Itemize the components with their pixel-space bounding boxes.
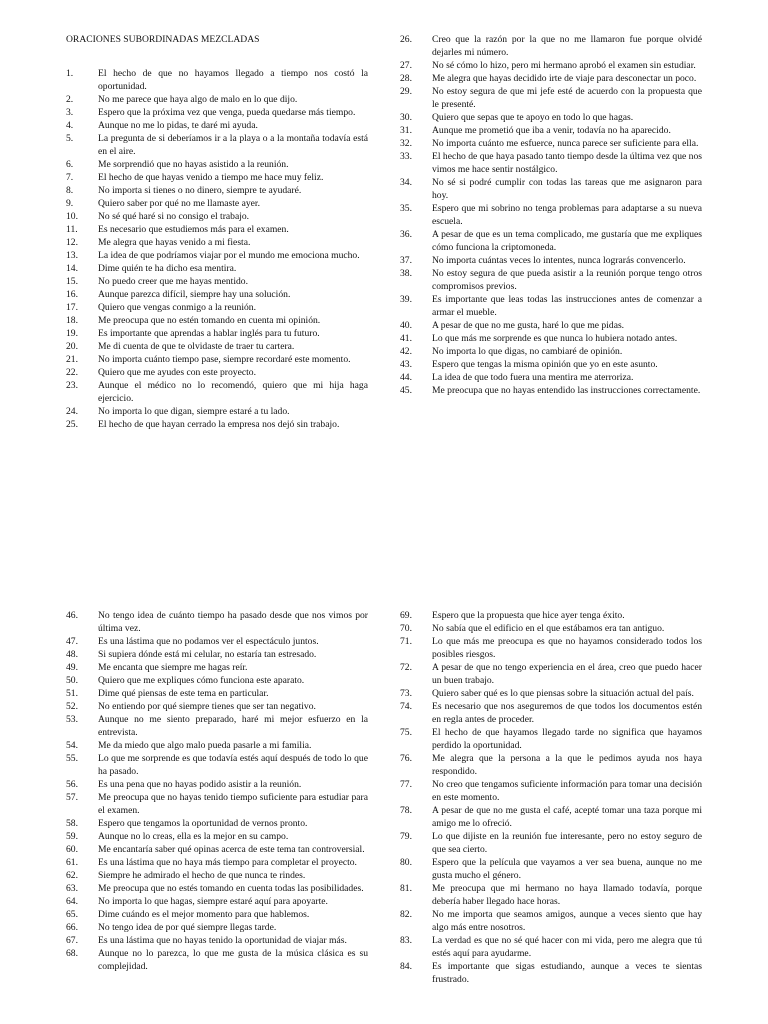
item-sentence: Aunque no me lo pidas, te daré mi ayuda.: [98, 120, 258, 131]
list-item: [66, 869, 368, 882]
list-item: [66, 778, 368, 791]
item-sentence: No sé si podré cumplir con todas las tareas que me asignaron para hoy.: [432, 177, 702, 201]
item-sentence: Quiero que me expliques cómo funciona este aparato.: [98, 675, 305, 686]
item-sentence: Me preocupa que no hayas entendido las instrucciones correctamente.: [432, 385, 701, 396]
item-number: 68.: [66, 948, 78, 959]
item-number: 79.: [400, 831, 412, 842]
list-item: [66, 132, 368, 158]
list-item: [66, 223, 368, 236]
list-item: [66, 895, 368, 908]
item-sentence: El hecho de que hayamos llegado tarde no significa que hayamos perdido la oportunidad.: [432, 727, 702, 751]
list-item: [400, 856, 702, 882]
item-sentence: Aunque no me siento preparado, haré mi mejor esfuerzo en la entrevista.: [98, 714, 368, 738]
item-number: 39.: [400, 294, 412, 305]
list-item: [66, 106, 368, 119]
item-sentence: A pesar de que es un tema complicado, me gustaría que me expliques cómo funciona la criptomoneda.: [432, 229, 702, 253]
item-number: 41.: [400, 333, 412, 344]
item-sentence: Es una lástima que no podamos ver el espectáculo juntos.: [98, 636, 319, 647]
item-number: 44.: [400, 372, 412, 383]
item-number: 56.: [66, 779, 78, 790]
item-number: 26.: [400, 34, 412, 45]
item-sentence: Me alegra que hayas decidido irte de viaje para desconectar un poco.: [432, 73, 697, 84]
item-sentence: Es una lástima que no hayas tenido la oportunidad de viajar más.: [98, 935, 347, 946]
item-sentence: No creo que tengamos suficiente información para tomar una decisión en este momento.: [432, 779, 702, 803]
item-sentence: Es importante que sigas estudiando, aunque a veces te sientas frustrado.: [432, 961, 702, 985]
item-number: 36.: [400, 229, 412, 240]
item-sentence: Espero que tengas la misma opinión que yo en este asunto.: [432, 359, 658, 370]
item-sentence: La pregunta de si deberíamos ir a la playa o a la montaña todavía está en el aire.: [98, 133, 368, 157]
list-item: [66, 713, 368, 739]
item-number: 83.: [400, 935, 412, 946]
list-item: [400, 934, 702, 960]
item-number: 46.: [66, 610, 78, 621]
item-sentence: Me alegra que la persona a la que le pedimos ayuda nos haya respondido.: [432, 753, 702, 777]
list-item: [400, 726, 702, 752]
item-number: 2.: [66, 94, 74, 105]
item-number: 40.: [400, 320, 412, 331]
item-number: 76.: [400, 753, 412, 764]
list-item: [66, 947, 368, 973]
item-number: 54.: [66, 740, 78, 751]
item-number: 66.: [66, 922, 78, 933]
item-number: 14.: [66, 263, 78, 274]
list-item: [66, 609, 368, 635]
list-item: [66, 817, 368, 830]
item-sentence: Aunque no lo creas, ella es la mejor en su campo.: [98, 831, 289, 842]
item-sentence: Es importante que aprendas a hablar inglés para tu futuro.: [98, 328, 320, 339]
list-item: [66, 301, 368, 314]
list-item: [66, 791, 368, 817]
column-top-right: [400, 33, 702, 397]
column-top-left: [66, 33, 368, 431]
item-sentence: No estoy segura de que mi jefe esté de acuerdo con la propuesta que le presenté.: [432, 86, 702, 110]
list-item: [400, 293, 702, 319]
list-item: [66, 379, 368, 405]
list-item: [400, 254, 702, 267]
item-number: 74.: [400, 701, 412, 712]
item-sentence: Espero que la propuesta que hice ayer tenga éxito.: [432, 610, 625, 621]
list-item: [66, 661, 368, 674]
item-sentence: El hecho de que hayan cerrado la empresa nos dejó sin trabajo.: [98, 419, 340, 430]
item-number: 30.: [400, 112, 412, 123]
item-sentence: A pesar de que no tengo experiencia en el área, creo que puedo hacer un buen trabajo.: [432, 662, 702, 686]
item-sentence: Dime quién te ha dicho esa mentira.: [98, 263, 237, 274]
item-sentence: A pesar de que no me gusta, haré lo que me pidas.: [432, 320, 625, 331]
item-number: 32.: [400, 138, 412, 149]
list-item: [400, 267, 702, 293]
item-sentence: Quiero que vengas conmigo a la reunión.: [98, 302, 256, 313]
list-item: [400, 960, 702, 986]
item-sentence: Espero que la película que vayamos a ver sea buena, aunque no me gusta mucho el género.: [432, 857, 702, 881]
item-sentence: Es necesario que nos aseguremos de que todos los documentos estén en regla antes de proceder.: [432, 701, 702, 725]
item-number: 24.: [66, 406, 78, 417]
item-sentence: Es necesario que estudiemos más para el examen.: [98, 224, 289, 235]
item-number: 63.: [66, 883, 78, 894]
list-item: [400, 882, 702, 908]
item-sentence: No me importa que seamos amigos, aunque a veces siento que hay algo más entre nosotros.: [432, 909, 702, 933]
item-number: 69.: [400, 610, 412, 621]
list-item: [400, 319, 702, 332]
item-number: 67.: [66, 935, 78, 946]
item-sentence: Quiero que sepas que te apoyo en todo lo que hagas.: [432, 112, 634, 123]
item-number: 13.: [66, 250, 78, 261]
item-number: 29.: [400, 86, 412, 97]
item-number: 49.: [66, 662, 78, 673]
item-number: 33.: [400, 151, 412, 162]
item-sentence: Me preocupa que mi hermano no haya llamado todavía, porque debería haber llegado hace horas.: [432, 883, 702, 907]
item-number: 4.: [66, 120, 74, 131]
item-sentence: Me sorprendió que no hayas asistido a la reunión.: [98, 159, 289, 170]
list-item: [66, 119, 368, 132]
list-item: [66, 648, 368, 661]
item-sentence: No sé qué haré si no consigo el trabajo.: [98, 211, 250, 222]
list-item: [400, 150, 702, 176]
list-item: [66, 830, 368, 843]
item-number: 71.: [400, 636, 412, 647]
item-sentence: No sé cómo lo hizo, pero mi hermano aprobó el examen sin estudiar.: [432, 60, 696, 71]
list-item: [66, 158, 368, 171]
list-item: [66, 210, 368, 223]
list-item: [400, 332, 702, 345]
item-number: 15.: [66, 276, 78, 287]
list-item: [400, 124, 702, 137]
sentence-list-bottom-right: [400, 609, 702, 986]
item-sentence: Lo que dijiste en la reunión fue interesante, pero no estoy seguro de que sea cierto.: [432, 831, 702, 855]
item-number: 22.: [66, 367, 78, 378]
item-sentence: La idea de que todo fuera una mentira me aterroriza.: [432, 372, 634, 383]
list-item: [66, 366, 368, 379]
item-sentence: No importa lo que digan, siempre estaré a tu lado.: [98, 406, 290, 417]
item-number: 78.: [400, 805, 412, 816]
item-sentence: No importa cuántas veces lo intentes, nunca lograrás convencerlo.: [432, 255, 686, 266]
list-item: [400, 635, 702, 661]
item-number: 65.: [66, 909, 78, 920]
list-item: [400, 830, 702, 856]
item-sentence: Lo que más me sorprende es que nunca lo hubiera notado antes.: [432, 333, 678, 344]
item-number: 31.: [400, 125, 412, 136]
list-item: [66, 67, 368, 93]
list-item: [66, 687, 368, 700]
list-item: [66, 184, 368, 197]
item-number: 38.: [400, 268, 412, 279]
item-number: 10.: [66, 211, 78, 222]
item-sentence: Es una lástima que no haya más tiempo para completar el proyecto.: [98, 857, 357, 868]
list-item: [66, 739, 368, 752]
list-item: [66, 921, 368, 934]
item-sentence: Si supiera dónde está mi celular, no estaría tan estresado.: [98, 649, 317, 660]
item-number: 59.: [66, 831, 78, 842]
item-number: 55.: [66, 753, 78, 764]
list-item: [66, 418, 368, 431]
list-item: [400, 176, 702, 202]
list-item: [66, 236, 368, 249]
item-number: 16.: [66, 289, 78, 300]
item-number: 27.: [400, 60, 412, 71]
item-sentence: El hecho de que no hayamos llegado a tiempo nos costó la oportunidad.: [98, 68, 368, 92]
item-sentence: No me parece que haya algo de malo en lo que dijo.: [98, 94, 298, 105]
item-sentence: Dime cuándo es el mejor momento para que hablemos.: [98, 909, 310, 920]
item-number: 34.: [400, 177, 412, 188]
item-number: 20.: [66, 341, 78, 352]
item-number: 60.: [66, 844, 78, 855]
item-number: 57.: [66, 792, 78, 803]
list-item: [66, 197, 368, 210]
item-sentence: Aunque el médico no lo recomendó, quiero que mi hija haga ejercicio.: [98, 380, 368, 404]
list-item: [66, 353, 368, 366]
list-item: [66, 262, 368, 275]
item-number: 28.: [400, 73, 412, 84]
item-number: 61.: [66, 857, 78, 868]
list-item: [400, 358, 702, 371]
list-item: [400, 700, 702, 726]
sentence-list-bottom-left: [66, 609, 368, 973]
item-sentence: Me preocupa que no estés tomando en cuenta todas las posibilidades.: [98, 883, 364, 894]
item-sentence: Lo que más me preocupa es que no hayamos considerado todos los posibles riesgos.: [432, 636, 702, 660]
item-number: 70.: [400, 623, 412, 634]
item-sentence: Me preocupa que no hayas tenido tiempo suficiente para estudiar para el examen.: [98, 792, 368, 816]
item-sentence: No entiendo por qué siempre tienes que ser tan negativo.: [98, 701, 316, 712]
item-number: 47.: [66, 636, 78, 647]
list-item: [66, 908, 368, 921]
item-sentence: Quiero que me ayudes con este proyecto.: [98, 367, 256, 378]
item-number: 42.: [400, 346, 412, 357]
list-item: [66, 882, 368, 895]
item-sentence: No sabía que el edificio en el que estábamos era tan antiguo.: [432, 623, 665, 634]
item-sentence: Me preocupa que no estén tomando en cuenta mi opinión.: [98, 315, 321, 326]
list-item: [400, 908, 702, 934]
item-number: 53.: [66, 714, 78, 725]
item-sentence: El hecho de que haya pasado tanto tiempo desde la última vez que nos vimos me hace sentir nostálgico.: [432, 151, 702, 175]
item-sentence: Quiero saber por qué no me llamaste ayer.: [98, 198, 260, 209]
item-sentence: No importa cuánto tiempo pase, siempre recordaré este momento.: [98, 354, 351, 365]
item-sentence: Espero que mi sobrino no tenga problemas para adaptarse a su nueva escuela.: [432, 203, 702, 227]
item-sentence: No tengo idea de por qué siempre llegas tarde.: [98, 922, 277, 933]
list-item: [66, 635, 368, 648]
item-number: 35.: [400, 203, 412, 214]
item-sentence: Es importante que leas todas las instrucciones antes de comenzar a armar el mueble.: [432, 294, 702, 318]
list-item: [400, 804, 702, 830]
item-number: 3.: [66, 107, 74, 118]
list-item: [66, 327, 368, 340]
list-item: [400, 59, 702, 72]
item-sentence: Aunque me prometió que iba a venir, todavía no ha aparecido.: [432, 125, 671, 136]
list-item: [400, 687, 702, 700]
item-number: 21.: [66, 354, 78, 365]
sentence-list-top-right: [400, 33, 702, 397]
item-sentence: Me alegra que hayas venido a mi fiesta.: [98, 237, 251, 248]
item-number: 7.: [66, 172, 74, 183]
item-sentence: Aunque no lo parezca, lo que me gusta de la música clásica es su complejidad.: [98, 948, 368, 972]
item-number: 52.: [66, 701, 78, 712]
item-sentence: Me di cuenta de que te olvidaste de traer tu cartera.: [98, 341, 295, 352]
list-item: [66, 700, 368, 713]
list-item: [66, 249, 368, 262]
item-sentence: Me da miedo que algo malo pueda pasarle a mi familia.: [98, 740, 312, 751]
item-sentence: Espero que tengamos la oportunidad de vernos pronto.: [98, 818, 308, 829]
item-sentence: Espero que la próxima vez que venga, pueda quedarse más tiempo.: [98, 107, 356, 118]
list-item: [66, 275, 368, 288]
list-item: [66, 405, 368, 418]
item-sentence: El hecho de que hayas venido a tiempo me hace muy feliz.: [98, 172, 324, 183]
item-number: 62.: [66, 870, 78, 881]
item-number: 45.: [400, 385, 412, 396]
item-number: 50.: [66, 675, 78, 686]
item-number: 58.: [66, 818, 78, 829]
item-sentence: Siempre he admirado el hecho de que nunca te rindes.: [98, 870, 306, 881]
item-sentence: No tengo idea de cuánto tiempo ha pasado desde que nos vimos por última vez.: [98, 610, 368, 634]
item-sentence: Lo que me sorprende es que todavía estés aquí después de todo lo que ha pasado.: [98, 753, 368, 777]
item-sentence: Es una pena que no hayas podido asistir a la reunión.: [98, 779, 302, 790]
item-sentence: No importa lo que digas, no cambiaré de opinión.: [432, 346, 623, 357]
item-number: 73.: [400, 688, 412, 699]
item-number: 37.: [400, 255, 412, 266]
item-number: 1.: [66, 68, 74, 79]
list-item: [66, 288, 368, 301]
list-item: [400, 622, 702, 635]
item-number: 84.: [400, 961, 412, 972]
item-sentence: Me encantaría saber qué opinas acerca de este tema tan controversial.: [98, 844, 365, 855]
list-item: [400, 384, 702, 397]
item-number: 51.: [66, 688, 78, 699]
item-sentence: A pesar de que no me gusta el café, acepté tomar una taza porque mi amigo me lo ofreció.: [432, 805, 702, 829]
list-item: [400, 752, 702, 778]
item-number: 75.: [400, 727, 412, 738]
sentence-list-top-left: [66, 67, 368, 431]
list-item: [400, 661, 702, 687]
item-number: 64.: [66, 896, 78, 907]
item-sentence: Quiero saber qué es lo que piensas sobre la situación actual del país.: [432, 688, 694, 699]
list-item: [400, 778, 702, 804]
item-number: 23.: [66, 380, 78, 391]
list-item: [66, 340, 368, 353]
item-number: 72.: [400, 662, 412, 673]
list-item: [400, 202, 702, 228]
item-number: 17.: [66, 302, 78, 313]
list-item: [400, 137, 702, 150]
item-sentence: Creo que la razón por la que no me llamaron fue porque olvidé dejarles mi número.: [432, 34, 702, 58]
list-item: [400, 85, 702, 111]
list-item: [400, 111, 702, 124]
item-number: 6.: [66, 159, 74, 170]
item-number: 25.: [66, 419, 78, 430]
list-item: [66, 843, 368, 856]
item-number: 48.: [66, 649, 78, 660]
list-item: [66, 752, 368, 778]
list-item: [400, 345, 702, 358]
list-item: [400, 609, 702, 622]
list-item: [66, 934, 368, 947]
column-bottom-right: [400, 609, 702, 986]
item-number: 82.: [400, 909, 412, 920]
item-number: 11.: [66, 224, 78, 235]
list-item: [66, 674, 368, 687]
item-sentence: No puedo creer que me hayas mentido.: [98, 276, 248, 287]
item-sentence: No importa si tienes o no dinero, siempre te ayudaré.: [98, 185, 302, 196]
item-number: 80.: [400, 857, 412, 868]
item-number: 8.: [66, 185, 74, 196]
document-title: ORACIONES SUBORDINADAS MEZCLADAS: [66, 34, 260, 45]
column-bottom-left: [66, 609, 368, 973]
item-number: 12.: [66, 237, 78, 248]
list-item: [66, 93, 368, 106]
list-item: [400, 33, 702, 59]
item-number: 9.: [66, 198, 74, 209]
item-number: 18.: [66, 315, 78, 326]
item-sentence: No estoy segura de que pueda asistir a la reunión porque tengo otros compromisos previos.: [432, 268, 702, 292]
item-sentence: Dime qué piensas de este tema en particular.: [98, 688, 269, 699]
item-sentence: No importa lo que hagas, siempre estaré aquí para apoyarte.: [98, 896, 328, 907]
item-number: 81.: [400, 883, 412, 894]
list-item: [66, 171, 368, 184]
list-item: [400, 228, 702, 254]
item-number: 5.: [66, 133, 74, 144]
item-sentence: La idea de que podríamos viajar por el mundo me emociona mucho.: [98, 250, 360, 261]
item-sentence: No importa cuánto me esfuerce, nunca parece ser suficiente para ella.: [432, 138, 699, 149]
list-item: [400, 371, 702, 384]
list-item: [66, 314, 368, 327]
item-number: 43.: [400, 359, 412, 370]
item-number: 77.: [400, 779, 412, 790]
item-sentence: Aunque parezca difícil, siempre hay una solución.: [98, 289, 291, 300]
list-item: [66, 856, 368, 869]
item-number: 19.: [66, 328, 78, 339]
list-item: [400, 72, 702, 85]
item-sentence: La verdad es que no sé qué hacer con mi vida, pero me alegra que tú estés aquí para ayudarme.: [432, 935, 702, 959]
item-sentence: Me encanta que siempre me hagas reír.: [98, 662, 248, 673]
